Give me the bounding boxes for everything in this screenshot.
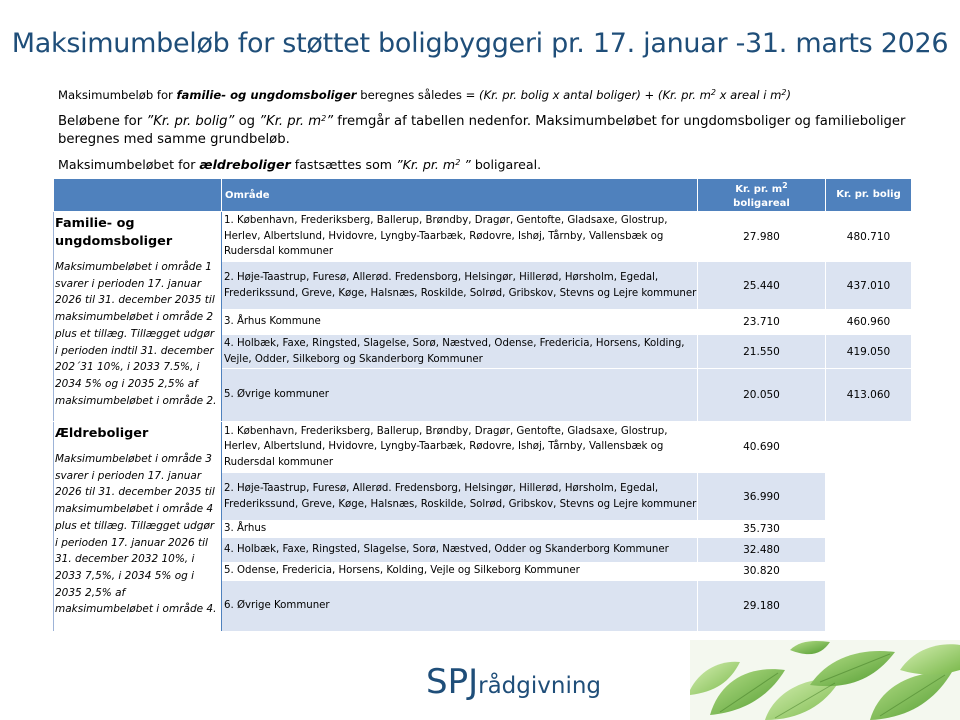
rates-table [53,178,912,632]
area-cell: 1. København, Frederiksberg, Ballerup, Brøndby, Dragør, Gentofte, Gladsaxe, Glostrup, Herlev, Albertslund, Hvidovre, Lyngby-Taarbæk, Rødovre, Ishøj, Tårnby, Vallensbæk og Rudersdal kommuner [222,422,698,473]
m2-cell: 30.820 [698,562,826,580]
intro-line-1: Maksimumbeløb for familie- og ungdomsboliger beregnes således = (Kr. pr. bolig x antal boliger) + (Kr. pr. $m^2$ x areal i $m^2$) [58,88,792,102]
category-elderly [54,422,222,632]
bolig-cell: 480.710 [826,212,912,262]
m2-cell: 36.990 [698,473,826,521]
category-note: Maksimumbeløbet i område 1 svarer i perioden 17. januar 2026 til 31. december 2035 til maksimumbeløbet i område 2 plus et tillæg. Tillægget udgør i perioden indtil 31. december 202´31 10%, i 2033 7.5%, i 2034 5% og i 2035 2,5% af maksimumbeløbet i område 2. [55,261,217,407]
m2-cell: 27.980 [698,212,826,262]
m2-cell: 40.690 [698,422,826,473]
bolig-empty-cell [826,422,912,632]
intro-line-2: Beløbene for ”Kr. pr. bolig” og ”Kr. pr. $m^2$” fremgår af tabellen nedenfor. Maksimumbeløbet for ungdomsboliger og familieboliger beregnes med samme grundbeløb. [58,114,906,147]
m2-cell: 29.180 [698,580,826,631]
area-cell: 5. Øvrige kommuner [222,369,698,422]
logo-brand: SPJ [426,662,479,702]
bolig-cell: 437.010 [826,262,912,310]
m2-cell: 21.550 [698,335,826,369]
category-family [54,212,222,422]
area-cell: 3. Århus Kommune [222,310,698,335]
category-note: Maksimumbeløbet i område 3 svarer i perioden 17. januar 2026 til 31. december 2035 til maksimumbeløbet i område 4 plus et tillæg. Tillægget udgør i perioden 17. januar 2026 til 31. december 2032 10%, i 2033 7,5%, i 2034 5% og i 2035 2,5% af maksimumbeløbet i område 4. [55,453,217,616]
area-cell: 3. Århus [222,521,698,538]
category-title: Ældreboliger [55,426,149,441]
area-cell: 2. Høje-Taastrup, Furesø, Allerød. Fredensborg, Helsingør, Hillerød, Hørsholm, Egedal, Frederikssund, Greve, Køge, Halsnæs, Roskilde, Solrød, Gribskov, Stevns og Lejre kommuner [222,473,698,521]
area-cell: 4. Holbæk, Faxe, Ringsted, Slagelse, Sorø, Næstved, Odense, Fredericia, Horsens, Kolding, Vejle, Odder, Silkeborg og Skanderborg Kommuner [222,335,698,369]
intro-line-3: Maksimumbeløbet for ældreboliger fastsættes som ”Kr. pr. $m^2$ ” boligareal. [58,157,542,172]
category-title: Familie- og ungdomsboliger [55,216,173,249]
table-header-row [54,179,912,212]
m2-cell: 20.050 [698,369,826,422]
logo-suffix: rådgivning [478,673,602,699]
area-cell: 1. København, Frederiksberg, Ballerup, Brøndby, Dragør, Gentofte, Gladsaxe, Glostrup, Herlev, Albertslund, Hvidovre, Lyngby-Taarbæk, Rødovre, Ishøj, Tårnby, Vallensbæk og Rudersdal kommuner [222,212,698,262]
header-blank [54,179,222,212]
leaves-decoration-icon [690,640,960,720]
m2-cell: 25.440 [698,262,826,310]
area-cell: 6. Øvrige Kommuner [222,580,698,631]
header-area: Område [222,179,698,212]
page-title: Maksimumbeløb for støttet boligbyggeri pr. 17. januar -31. marts 2026 [11,28,949,59]
bolig-cell: 413.060 [826,369,912,422]
table-row [54,422,912,473]
area-cell: 5. Odense, Fredericia, Horsens, Kolding, Vejle og Silkeborg Kommuner [222,562,698,580]
m2-cell: 35.730 [698,521,826,538]
bolig-cell: 460.960 [826,310,912,335]
m2-cell: 23.710 [698,310,826,335]
m2-cell: 32.480 [698,537,826,562]
area-cell: 2. Høje-Taastrup, Furesø, Allerød. Fredensborg, Helsingør, Hillerød, Hørsholm, Egedal, Frederikssund, Greve, Køge, Halsnæs, Roskilde, Solrød, Gribskov, Stevns og Lejre kommuner [222,262,698,310]
spj-logo [426,662,601,702]
header-kr-pr-bolig: Kr. pr. bolig [826,179,912,212]
table-row [54,212,912,262]
header-kr-pr-m2: Kr. pr. $m^2$ boligareal [698,179,826,212]
bolig-cell: 419.050 [826,335,912,369]
area-cell: 4. Holbæk, Faxe, Ringsted, Slagelse, Sorø, Næstved, Odder og Skanderborg Kommuner [222,537,698,562]
